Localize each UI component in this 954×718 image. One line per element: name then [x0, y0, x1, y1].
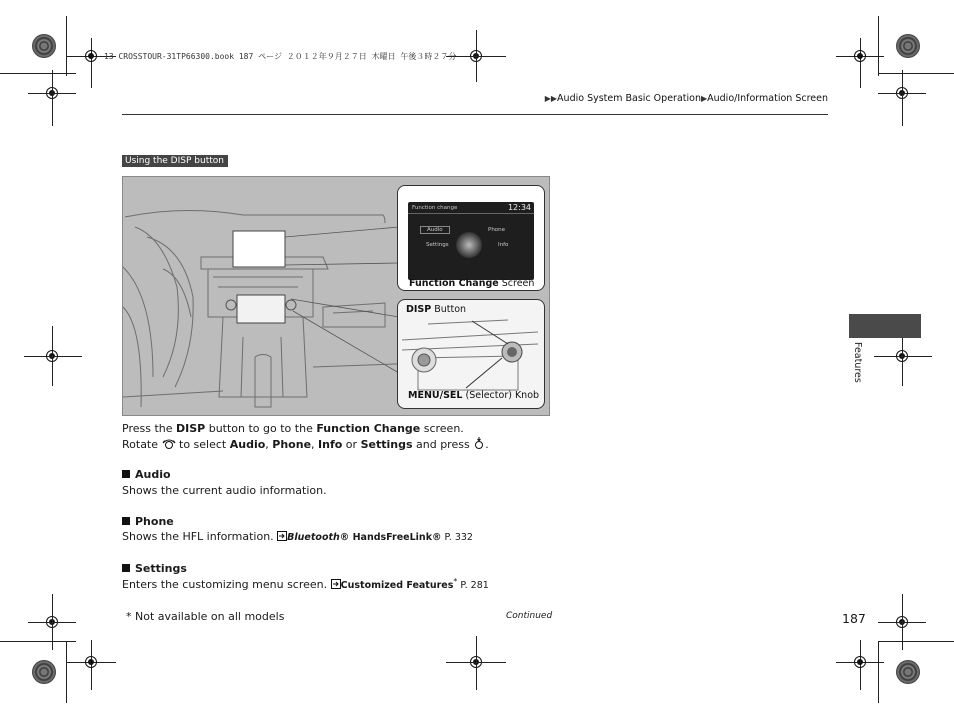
file-header: 13 CROSSTOUR-31TP66300.book 187 ページ ２０１２年９月２７日 木曜日 午後３時２７分 — [104, 52, 457, 61]
continued-indicator: Continued — [506, 611, 553, 621]
xref-customized-features[interactable]: Customized Features* P. 281 — [331, 580, 489, 591]
callout-label-disp-button: DISP Button — [406, 304, 467, 315]
square-bullet-icon — [122, 470, 130, 478]
footnote: * Not available on all models — [126, 610, 285, 623]
text-settings: Enters the customizing menu screen. Customized Features* P. 281 — [122, 577, 489, 592]
color-bar-rosette — [32, 660, 56, 684]
text-phone: Shows the HFL information. Bluetooth® HandsFreeLink® P. 332 — [122, 530, 473, 543]
callout-disp-and-knob — [397, 299, 545, 409]
section-tab-features[interactable] — [849, 314, 921, 338]
screen-option-phone: Phone — [488, 227, 506, 233]
callout-label-function-change: Function Change Screen — [409, 278, 535, 289]
section-tab-label: Features — [852, 342, 863, 383]
registration-mark — [83, 48, 99, 64]
color-bar-rosette — [896, 660, 920, 684]
registration-mark — [852, 654, 868, 670]
heading-settings: Settings — [122, 562, 187, 575]
function-change-screen — [408, 202, 534, 280]
breadcrumb-link-audio-system[interactable]: Audio System Basic Operation — [557, 93, 701, 104]
screen-title: Function change — [412, 205, 458, 211]
dashboard-illustration — [122, 176, 550, 416]
screen-option-info: Info — [498, 242, 509, 248]
color-bar-rosette — [32, 34, 56, 58]
registration-mark — [83, 654, 99, 670]
heading-phone: Phone — [122, 515, 174, 528]
intro-line-2: Rotate to select Audio, Phone, Info or Settings and press . — [122, 438, 489, 451]
section-tag: Using the DISP button — [122, 155, 228, 167]
screen-option-settings: Settings — [426, 242, 449, 248]
color-bar-rosette — [896, 34, 920, 58]
press-knob-icon — [473, 437, 485, 450]
screen-clock: 12:34 — [507, 203, 531, 212]
breadcrumb-current: Audio/Information Screen — [707, 93, 828, 104]
rotate-knob-icon — [162, 438, 176, 450]
screen-knob-graphic — [456, 232, 482, 258]
breadcrumb — [545, 93, 828, 104]
xref-bluetooth-handsfreelink[interactable]: Bluetooth® HandsFreeLink® P. 332 — [277, 532, 473, 543]
cross-reference-arrow-icon — [331, 579, 341, 589]
intro-line-1: Press the DISP button to go to the Function Change screen. — [122, 422, 464, 435]
breadcrumb-separator-icon: ▶ — [700, 94, 708, 103]
registration-mark — [852, 48, 868, 64]
cross-reference-arrow-icon — [277, 531, 287, 541]
callout-function-change — [397, 185, 545, 291]
text-audio: Shows the current audio information. — [122, 484, 327, 497]
header-rule — [122, 114, 828, 115]
breadcrumb-arrow-icon: ▶▶ — [544, 94, 558, 103]
square-bullet-icon — [122, 517, 130, 525]
square-bullet-icon — [122, 564, 130, 572]
page-number: 187 — [842, 611, 866, 626]
heading-audio: Audio — [122, 468, 171, 481]
screen-option-audio: Audio — [420, 226, 450, 234]
callout-label-menu-sel-knob: MENU/SEL (Selector) Knob — [408, 390, 540, 401]
